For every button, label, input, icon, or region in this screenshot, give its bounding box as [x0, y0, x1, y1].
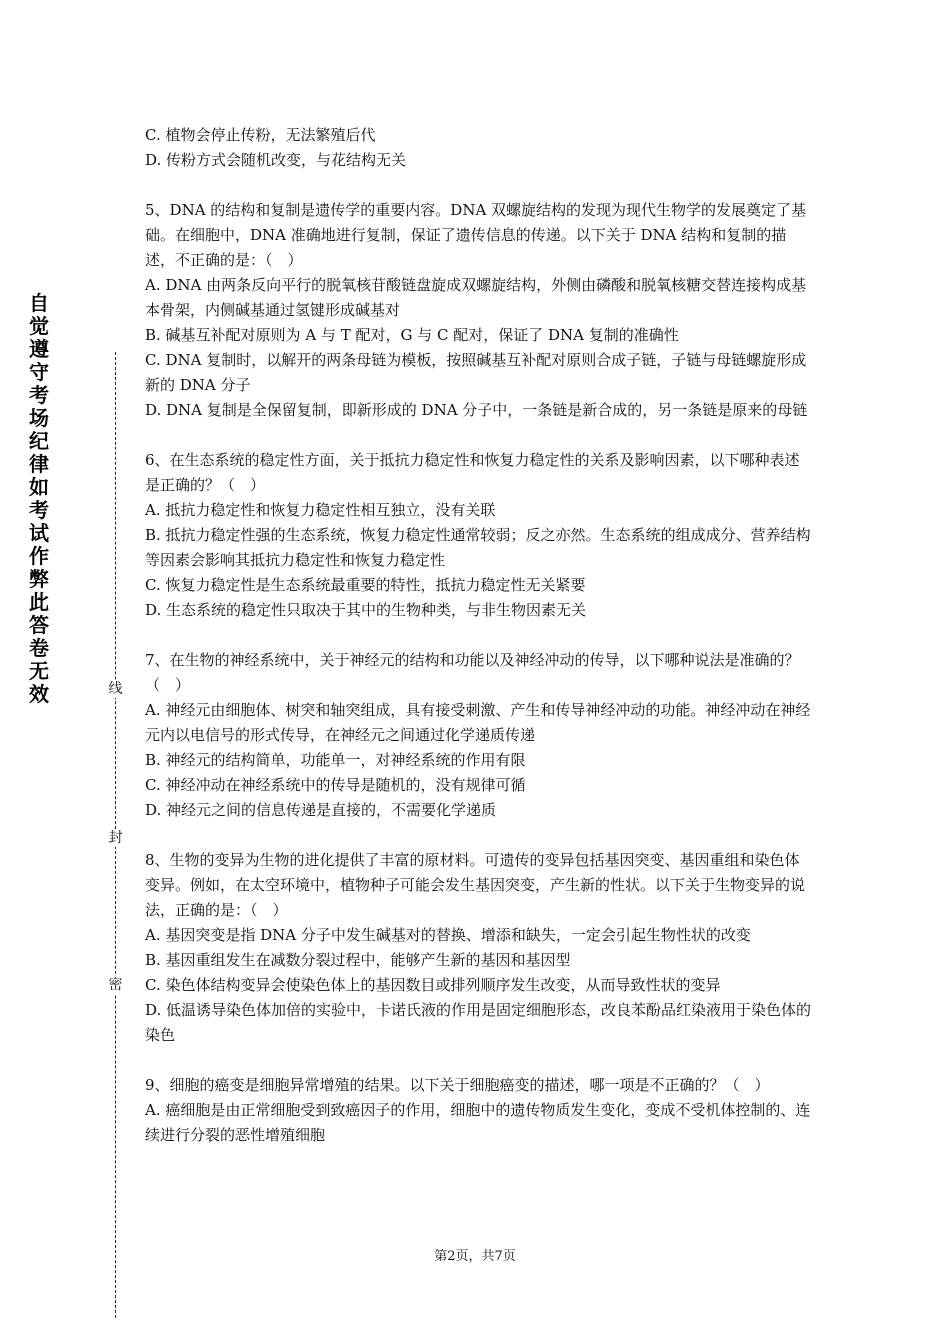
- question-stem: 7、在生物的神经系统中，关于神经元的结构和功能以及神经冲动的传导，以下哪种说法是准确的？（ ）: [145, 651, 800, 694]
- option-line: A. 神经元由细胞体、树突和轴突组成，具有接受刺激、产生和传导神经冲动的功能。神经冲动在神经元内以电信号的形式传导，在神经元之间通过化学递质传递: [145, 701, 811, 744]
- option-line: D. 生态系统的稳定性只取决于其中的生物种类，与非生物因素无关: [145, 601, 587, 619]
- option-line: B. 碱基互补配对原则为 A 与 T 配对，G 与 C 配对，保证了 DNA 复制的准确性: [145, 326, 679, 344]
- option-line: A. 基因突变是指 DNA 分子中发生碱基对的替换、增添和缺失，一定会引起生物性状的改变: [145, 926, 751, 944]
- binding-label-line: 线: [106, 680, 125, 698]
- question-5: [145, 198, 813, 423]
- option-line: B. 神经元的结构简单，功能单一，对神经系统的作用有限: [145, 751, 526, 769]
- question-content: [145, 123, 813, 1148]
- option-line: D. 传粉方式会随机改变，与花结构无关: [145, 151, 407, 169]
- option-line: A. 抵抗力稳定性和恢复力稳定性相互独立，没有关联: [145, 501, 496, 519]
- question-6: [145, 448, 813, 623]
- question-stem: 8、生物的变异为生物的进化提供了丰富的原材料。可遗传的变异包括基因突变、基因重组和染色体变异。例如，在太空环境中，植物种子可能会发生基因突变，产生新的性状。以下关于生物变异的说法，正确的是：（ ）: [145, 851, 806, 919]
- option-line: D. 神经元之间的信息传递是直接的，不需要化学递质: [145, 801, 497, 819]
- option-line: C. 恢复力稳定性是生态系统最重要的特性，抵抗力稳定性无关紧要: [145, 576, 586, 594]
- previous-question-options: [145, 123, 813, 173]
- question-9: [145, 1073, 813, 1148]
- page-number-footer: 第2页，共7页: [434, 1249, 516, 1264]
- option-line: C. 神经冲动在神经系统中的传导是随机的，没有规律可循: [145, 776, 526, 794]
- question-7: [145, 648, 813, 823]
- option-line: D. 低温诱导染色体加倍的实验中，卡诺氏液的作用是固定细胞形态，改良苯酚品红染液用于染色体的染色: [145, 1001, 812, 1044]
- exam-discipline-notice: 自觉遵守考场纪律如考试作弊此答卷无效: [29, 291, 49, 706]
- option-line: C. 染色体结构变异会使染色体上的基因数目或排列顺序发生改变，从而导致性状的变异: [145, 976, 721, 994]
- option-line: D. DNA 复制是全保留复制，即新形成的 DNA 分子中，一条链是新合成的，另一条链是原来的母链: [145, 401, 808, 419]
- option-line: A. DNA 由两条反向平行的脱氧核苷酸链盘旋成双螺旋结构，外侧由磷酸和脱氧核糖交替连接构成基本骨架，内侧碱基通过氢键形成碱基对: [145, 276, 807, 319]
- question-8: [145, 848, 813, 1048]
- question-stem: 5、DNA 的结构和复制是遗传学的重要内容。DNA 双螺旋结构的发现为现代生物学的发展奠定了基础。在细胞中，DNA 准确地进行复制，保证了遗传信息的传递。以下关于 DNA 结构和复制的描述，不正确的是：（ ）: [145, 201, 807, 269]
- binding-label-seal: 封: [106, 829, 125, 847]
- question-stem: 6、在生态系统的稳定性方面，关于抵抗力稳定性和恢复力稳定性的关系及影响因素，以下哪种表述是正确的？（ ）: [145, 451, 800, 494]
- option-line: C. 植物会停止传粉，无法繁殖后代: [145, 126, 376, 144]
- option-line: B. 基因重组发生在减数分裂过程中，能够产生新的基因和基因型: [145, 951, 571, 969]
- option-line: B. 抵抗力稳定性强的生态系统，恢复力稳定性通常较弱；反之亦然。生态系统的组成成分、营养结构等因素会影响其抵抗力稳定性和恢复力稳定性: [145, 526, 811, 569]
- question-stem: 9、细胞的癌变是细胞异常增殖的结果。以下关于细胞癌变的描述，哪一项是不正确的？（ ）: [145, 1076, 770, 1094]
- option-line: A. 癌细胞是由正常细胞受到致癌因子的作用，细胞中的遗传物质发生变化，变成不受机体控制的、连续进行分裂的恶性增殖细胞: [145, 1101, 811, 1144]
- option-line: C. DNA 复制时，以解开的两条母链为模板，按照碱基互补配对原则合成子链，子链与母链螺旋形成新的 DNA 分子: [145, 351, 807, 394]
- binding-label-secret: 密: [106, 976, 125, 994]
